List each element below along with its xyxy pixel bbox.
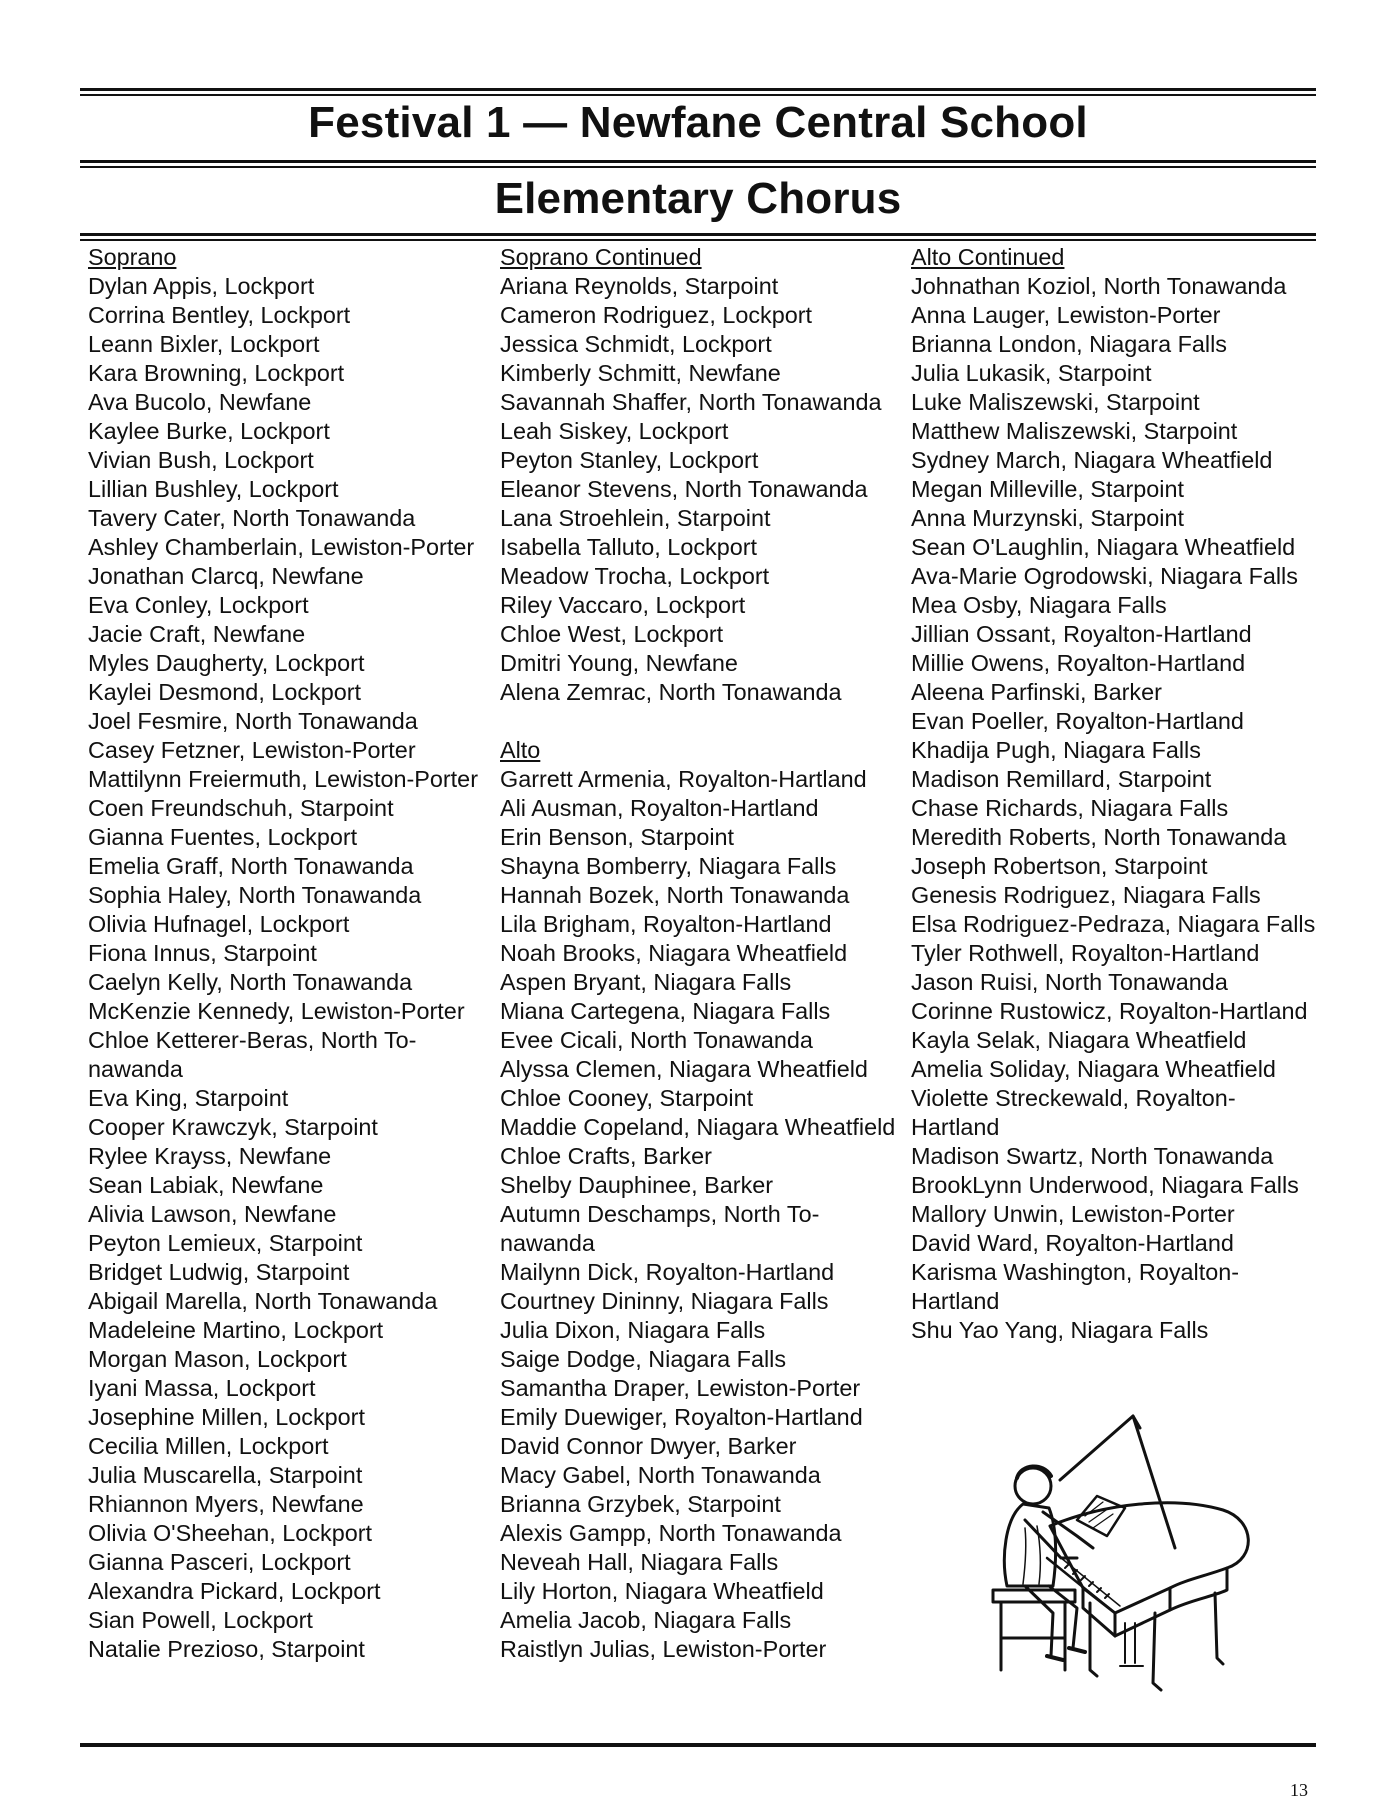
- list-item: Leann Bixler, Lockport: [88, 331, 320, 357]
- section-gap: [500, 707, 895, 736]
- list-item: Meadow Trocha, Lockport: [500, 563, 770, 589]
- list-item: Genesis Rodriguez, Niagara Falls: [911, 882, 1261, 908]
- list-item: Alivia Lawson, Newfane: [88, 1201, 337, 1227]
- list-item: Aspen Bryant, Niagara Falls: [500, 969, 792, 995]
- list-item: Chloe Cooney, Starpoint: [500, 1085, 754, 1111]
- list-item: Rylee Krayss, Newfane: [88, 1143, 332, 1169]
- header-rule-mid: [80, 160, 1316, 163]
- list-item: Megan Milleville, Starpoint: [911, 476, 1185, 502]
- list-item: Jacie Craft, Newfane: [88, 621, 306, 647]
- list-item: Violette Streckewald, Royalton-: [911, 1085, 1236, 1111]
- list-item: Kara Browning, Lockport: [88, 360, 345, 386]
- list-item: BrookLynn Underwood, Niagara Falls: [911, 1172, 1299, 1198]
- list-item: Ava-Marie Ogrodowski, Niagara Falls: [911, 563, 1298, 589]
- list-item: Gianna Pasceri, Lockport: [88, 1549, 351, 1575]
- list-item: Corinne Rustowicz, Royalton-Hartland: [911, 998, 1308, 1024]
- list-item: nawanda: [88, 1056, 183, 1082]
- list-item: Macy Gabel, North Tonawanda: [500, 1462, 821, 1488]
- list-item: Anna Murzynski, Starpoint: [911, 505, 1185, 531]
- list-item: Madison Swartz, North Tonawanda: [911, 1143, 1274, 1169]
- list-item: Lila Brigham, Royalton-Hartland: [500, 911, 832, 937]
- list-item: Brianna Grzybek, Starpoint: [500, 1491, 781, 1517]
- list-item: Chase Richards, Niagara Falls: [911, 795, 1229, 821]
- list-item: Julia Dixon, Niagara Falls: [500, 1317, 766, 1343]
- list-item: McKenzie Kennedy, Lewiston-Porter: [88, 998, 465, 1024]
- list-item: nawanda: [500, 1230, 595, 1256]
- list-item: Ava Bucolo, Newfane: [88, 389, 312, 415]
- section-heading-soprano: Soprano: [88, 244, 177, 270]
- list-item: Anna Lauger, Lewiston-Porter: [911, 302, 1221, 328]
- list-item: Sean Labiak, Newfane: [88, 1172, 324, 1198]
- list-item: Ariana Reynolds, Starpoint: [500, 273, 779, 299]
- list-item: Matthew Maliszewski, Starpoint: [911, 418, 1238, 444]
- list-item: Karisma Washington, Royalton-: [911, 1259, 1240, 1285]
- list-item: Rhiannon Myers, Newfane: [88, 1491, 364, 1517]
- list-item: Brianna London, Niagara Falls: [911, 331, 1227, 357]
- list-item: Eva Conley, Lockport: [88, 592, 309, 618]
- list-item: Maddie Copeland, Niagara Wheatfield: [500, 1114, 896, 1140]
- list-item: David Connor Dwyer, Barker: [500, 1433, 797, 1459]
- list-item: Jessica Schmidt, Lockport: [500, 331, 772, 357]
- list-item: Aleena Parfinski, Barker: [911, 679, 1162, 705]
- header-rule-bottom-thin: [80, 239, 1316, 241]
- header-rule-bottom: [80, 233, 1316, 236]
- list-item: Courtney Dininny, Niagara Falls: [500, 1288, 829, 1314]
- list-item: Isabella Talluto, Lockport: [500, 534, 758, 560]
- list-item: Dmitri Young, Newfane: [500, 650, 738, 676]
- list-item: Josephine Millen, Lockport: [88, 1404, 365, 1430]
- list-item: Kayla Selak, Niagara Wheatfield: [911, 1027, 1247, 1053]
- list-item: Luke Maliszewski, Starpoint: [911, 389, 1200, 415]
- list-item: Myles Daugherty, Lockport: [88, 650, 365, 676]
- list-item: Alena Zemrac, North Tonawanda: [500, 679, 842, 705]
- list-item: Julia Lukasik, Starpoint: [911, 360, 1152, 386]
- list-item: Gianna Fuentes, Lockport: [88, 824, 358, 850]
- list-item: Alexis Gampp, North Tonawanda: [500, 1520, 842, 1546]
- list-item: Evan Poeller, Royalton-Hartland: [911, 708, 1244, 734]
- list-item: Joel Fesmire, North Tonawanda: [88, 708, 418, 734]
- column-alto-continued: [911, 243, 1315, 1345]
- list-item: Emelia Graff, North Tonawanda: [88, 853, 414, 879]
- list-item: Mea Osby, Niagara Falls: [911, 592, 1167, 618]
- list-item: Leah Siskey, Lockport: [500, 418, 729, 444]
- list-item: Eva King, Starpoint: [88, 1085, 289, 1111]
- list-item: Chloe Crafts, Barker: [500, 1143, 712, 1169]
- list-item: Casey Fetzner, Lewiston-Porter: [88, 737, 416, 763]
- section-heading-alto: Alto: [500, 737, 541, 763]
- list-item: Olivia O'Sheehan, Lockport: [88, 1520, 373, 1546]
- list-item: Ashley Chamberlain, Lewiston-Porter: [88, 534, 475, 560]
- festival-title: Festival 1 — Newfane Central School: [308, 98, 1088, 147]
- list-item: Alyssa Clemen, Niagara Wheatfield: [500, 1056, 868, 1082]
- list-item: Emily Duewiger, Royalton-Hartland: [500, 1404, 863, 1430]
- list-item: Kaylei Desmond, Lockport: [88, 679, 362, 705]
- list-item: Autumn Deschamps, North To-: [500, 1201, 820, 1227]
- list-item: Cecilia Millen, Lockport: [88, 1433, 329, 1459]
- list-item: Iyani Massa, Lockport: [88, 1375, 316, 1401]
- header-rule-mid-thin: [80, 166, 1316, 168]
- list-item: Hannah Bozek, North Tonawanda: [500, 882, 850, 908]
- list-item: Mailynn Dick, Royalton-Hartland: [500, 1259, 835, 1285]
- list-item: Abigail Marella, North Tonawanda: [88, 1288, 438, 1314]
- list-item: Fiona Innus, Starpoint: [88, 940, 317, 966]
- header-rule-top-thin: [80, 94, 1316, 96]
- list-item: Sophia Haley, North Tonawanda: [88, 882, 422, 908]
- list-item: Miana Cartegena, Niagara Falls: [500, 998, 831, 1024]
- list-item: Hartland: [911, 1114, 1000, 1140]
- list-item: Savannah Shaffer, North Tonawanda: [500, 389, 882, 415]
- list-item: Madison Remillard, Starpoint: [911, 766, 1212, 792]
- list-item: Erin Benson, Starpoint: [500, 824, 735, 850]
- section-heading-soprano-continued: Soprano Continued: [500, 244, 702, 270]
- list-item: Cooper Krawczyk, Starpoint: [88, 1114, 378, 1140]
- header-rule-top: [80, 88, 1316, 91]
- list-item: Vivian Bush, Lockport: [88, 447, 314, 473]
- list-item: David Ward, Royalton-Hartland: [911, 1230, 1234, 1256]
- list-item: Samantha Draper, Lewiston-Porter: [500, 1375, 861, 1401]
- list-item: Chloe West, Lockport: [500, 621, 724, 647]
- list-item: Alexandra Pickard, Lockport: [88, 1578, 381, 1604]
- list-item: Evee Cicali, North Tonawanda: [500, 1027, 813, 1053]
- list-item: Amelia Jacob, Niagara Falls: [500, 1607, 792, 1633]
- footer-rule: [80, 1743, 1316, 1747]
- list-item: Lily Horton, Niagara Wheatfield: [500, 1578, 824, 1604]
- list-item: Khadija Pugh, Niagara Falls: [911, 737, 1201, 763]
- list-item: Morgan Mason, Lockport: [88, 1346, 347, 1372]
- list-item: Garrett Armenia, Royalton-Hartland: [500, 766, 867, 792]
- list-item: Bridget Ludwig, Starpoint: [88, 1259, 350, 1285]
- list-item: Millie Owens, Royalton-Hartland: [911, 650, 1246, 676]
- list-item: Johnathan Koziol, North Tonawanda: [911, 273, 1287, 299]
- list-item: Shelby Dauphinee, Barker: [500, 1172, 774, 1198]
- list-item: Ali Ausman, Royalton-Hartland: [500, 795, 819, 821]
- list-item: Sydney March, Niagara Wheatfield: [911, 447, 1273, 473]
- list-item: Hartland: [911, 1288, 1000, 1314]
- list-item: Mallory Unwin, Lewiston-Porter: [911, 1201, 1235, 1227]
- list-item: Eleanor Stevens, North Tonawanda: [500, 476, 868, 502]
- list-item: Riley Vaccaro, Lockport: [500, 592, 746, 618]
- name-list: [500, 272, 895, 707]
- list-item: Lana Stroehlein, Starpoint: [500, 505, 771, 531]
- list-item: Shayna Bomberry, Niagara Falls: [500, 853, 837, 879]
- list-item: Tavery Cater, North Tonawanda: [88, 505, 416, 531]
- piano-player-icon: [965, 1408, 1265, 1698]
- list-item: Elsa Rodriguez-Pedraza, Niagara Falls: [911, 911, 1316, 937]
- list-item: Noah Brooks, Niagara Wheatfield: [500, 940, 848, 966]
- list-item: Dylan Appis, Lockport: [88, 273, 315, 299]
- page-number: 13: [1290, 1780, 1308, 1800]
- column-soprano: [88, 243, 478, 1664]
- list-item: Lillian Bushley, Lockport: [88, 476, 339, 502]
- chorus-title: Elementary Chorus: [494, 174, 902, 223]
- list-item: Mattilynn Freiermuth, Lewiston-Porter: [88, 766, 478, 792]
- list-item: Olivia Hufnagel, Lockport: [88, 911, 350, 937]
- name-list: [911, 272, 1315, 1345]
- list-item: Sian Powell, Lockport: [88, 1607, 313, 1633]
- list-item: Sean O'Laughlin, Niagara Wheatfield: [911, 534, 1296, 560]
- name-list: [500, 765, 895, 1664]
- list-item: Meredith Roberts, North Tonawanda: [911, 824, 1287, 850]
- list-item: Peyton Lemieux, Starpoint: [88, 1230, 363, 1256]
- list-item: Madeleine Martino, Lockport: [88, 1317, 384, 1343]
- list-item: Jason Ruisi, North Tonawanda: [911, 969, 1228, 995]
- list-item: Chloe Ketterer-Beras, North To-: [88, 1027, 417, 1053]
- list-item: Peyton Stanley, Lockport: [500, 447, 759, 473]
- list-item: Raistlyn Julias, Lewiston-Porter: [500, 1636, 827, 1662]
- list-item: Amelia Soliday, Niagara Wheatfield: [911, 1056, 1276, 1082]
- section-heading-alto-continued: Alto Continued: [911, 244, 1065, 270]
- list-item: Natalie Prezioso, Starpoint: [88, 1636, 365, 1662]
- list-item: Jillian Ossant, Royalton-Hartland: [911, 621, 1252, 647]
- list-item: Jonathan Clarcq, Newfane: [88, 563, 364, 589]
- column-soprano-continued: [500, 243, 895, 1664]
- list-item: Shu Yao Yang, Niagara Falls: [911, 1317, 1209, 1343]
- list-item: Kaylee Burke, Lockport: [88, 418, 330, 444]
- list-item: Cameron Rodriguez, Lockport: [500, 302, 813, 328]
- name-list: [88, 272, 478, 1664]
- list-item: Coen Freundschuh, Starpoint: [88, 795, 394, 821]
- list-item: Kimberly Schmitt, Newfane: [500, 360, 781, 386]
- list-item: Julia Muscarella, Starpoint: [88, 1462, 363, 1488]
- list-item: Neveah Hall, Niagara Falls: [500, 1549, 779, 1575]
- list-item: Joseph Robertson, Starpoint: [911, 853, 1208, 879]
- list-item: Tyler Rothwell, Royalton-Hartland: [911, 940, 1260, 966]
- list-item: Caelyn Kelly, North Tonawanda: [88, 969, 413, 995]
- list-item: Corrina Bentley, Lockport: [88, 302, 351, 328]
- list-item: Saige Dodge, Niagara Falls: [500, 1346, 787, 1372]
